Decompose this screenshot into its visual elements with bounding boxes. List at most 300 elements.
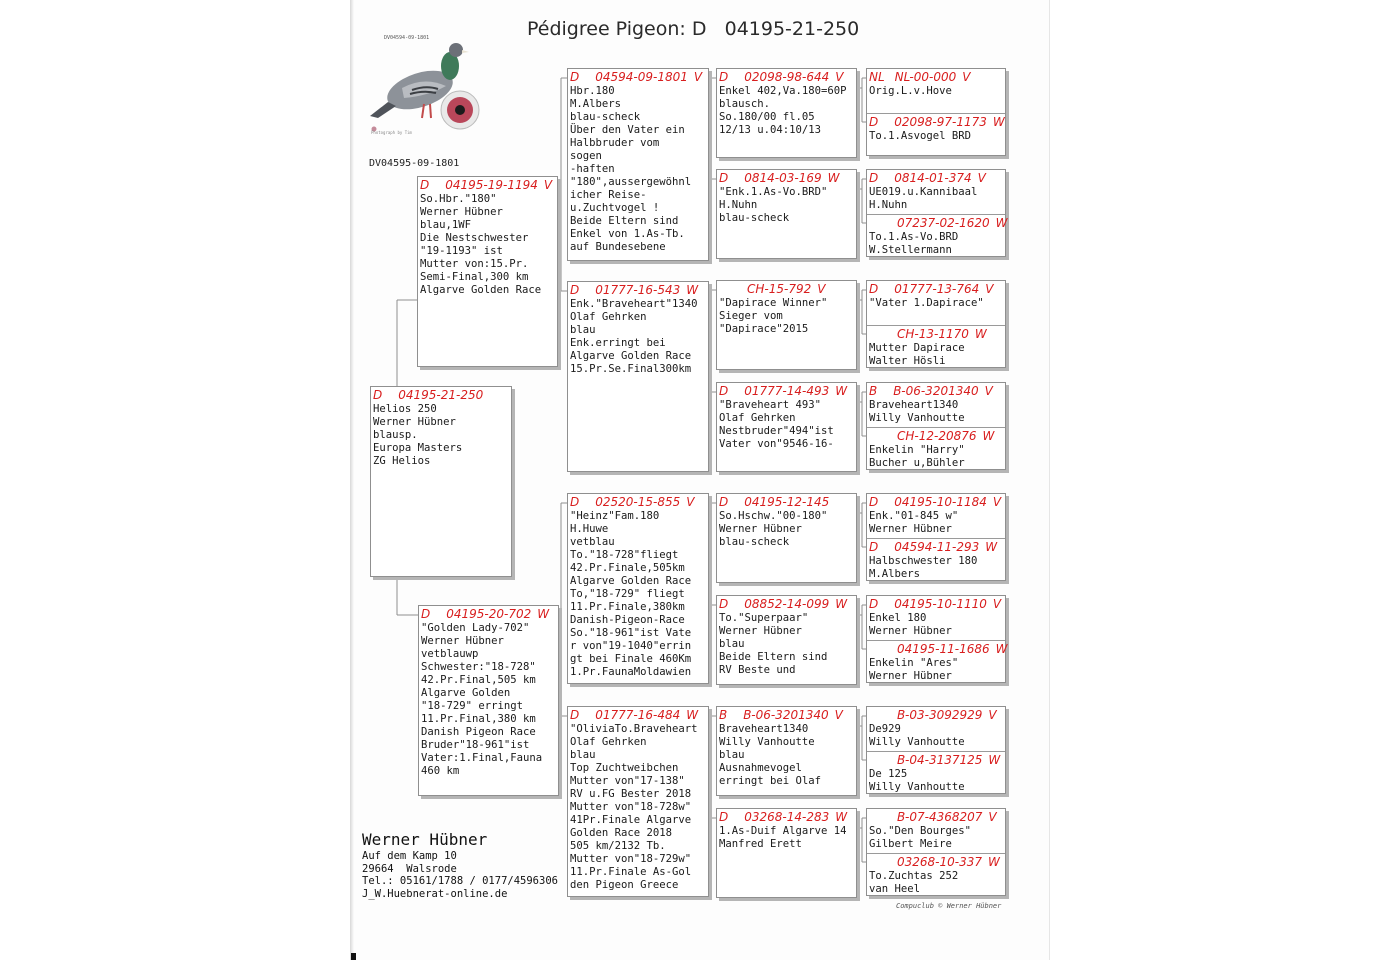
ring-number: 04195-19-1194 <box>445 178 538 192</box>
ring-number: 04594-11-293 <box>894 540 980 554</box>
pedigree-card-granddam-paternal <box>567 281 709 472</box>
note-line: ZG Helios <box>373 455 431 467</box>
sex-marker: V <box>543 178 553 192</box>
note-line: Mutter von"18-729w" <box>570 853 692 865</box>
photo-caption: DV04594-09-1801 <box>384 35 430 41</box>
note-line: Werner Hübner <box>719 523 802 535</box>
note-line: Beide Eltern sind <box>719 651 828 663</box>
sex-marker: W <box>982 429 995 443</box>
card-section <box>717 383 856 473</box>
note-line: 42.Pr.Final,505 km <box>421 674 536 686</box>
ring-number: 03268-10-337 <box>897 855 983 869</box>
country-code: D <box>719 810 729 824</box>
ring-number: 02098-98-644 <box>744 70 830 84</box>
note-line: Sieger vom <box>719 310 783 322</box>
note-line: H.Huwe <box>570 523 609 535</box>
ring-number: 01777-13-764 <box>894 282 980 296</box>
note-line: Beide Eltern sind <box>570 215 679 227</box>
note-line: 12/13 u.04:10/13 <box>719 124 822 136</box>
note-line: De929 <box>869 723 901 735</box>
dam-section <box>867 640 1008 684</box>
sex-marker: V <box>988 810 997 824</box>
country-code: D <box>373 388 383 402</box>
note-line: Mutter von"18-728w" <box>570 801 692 813</box>
country-code: D <box>869 282 879 296</box>
ring-number: 04195-20-702 <box>446 607 532 621</box>
country-code: D <box>421 607 431 621</box>
note-line: Hbr.180 <box>570 85 615 97</box>
note-line: RV u.FG Bester 2018 <box>570 788 692 800</box>
pigeon-leg-2 <box>430 104 431 118</box>
sex-marker: W <box>537 607 550 621</box>
ring-number: 0814-03-169 <box>744 171 822 185</box>
sire-section <box>867 596 1005 640</box>
pedigree-card-gen4-2 <box>866 169 1006 257</box>
country-code: D <box>869 597 879 611</box>
note-line: Werner Hübner <box>421 635 504 647</box>
country-code: D <box>719 597 729 611</box>
ring-header <box>421 606 556 622</box>
pigeon-head <box>449 43 463 57</box>
note-line: De 125 <box>869 768 908 780</box>
note-line: Manfred Erett <box>719 838 802 850</box>
dam-section <box>867 751 1005 795</box>
pedigree-card-gen3-7 <box>716 706 857 796</box>
note-line: 42.Pr.Finale,505km <box>570 562 685 574</box>
ring-number: CH-15-792 <box>747 282 812 296</box>
note-line: blau-scheck <box>719 536 790 548</box>
note-line: Gilbert Meire <box>869 838 952 850</box>
sire-section <box>867 494 1005 538</box>
note-line: To.1.As-Vo.BRD <box>869 231 959 243</box>
note-line: sogen <box>570 150 602 162</box>
sex-marker: V <box>817 282 826 296</box>
ring-number: 01777-16-484 <box>595 708 681 722</box>
note-line: Mutter Dapirace <box>869 342 965 354</box>
sex-marker: W <box>835 384 848 398</box>
country-code: D <box>570 283 580 297</box>
note-line: H.Nuhn <box>869 199 908 211</box>
note-line: Vater von"9546-16- <box>719 438 834 450</box>
ring-number: 04594-09-1801 <box>595 70 688 84</box>
note-line: Algarve Golden Race <box>570 575 692 587</box>
card-section <box>717 494 856 584</box>
pedigree-card-gen4-3 <box>866 280 1006 368</box>
note-line: "180",aussergewöhnl <box>570 176 692 188</box>
note-line: Mutter von"17-138" <box>570 775 685 787</box>
ring-header <box>869 752 1003 768</box>
ring-number: B-06-3201340 <box>893 384 979 398</box>
note-line: Über den Vater ein <box>570 124 685 136</box>
ring-header <box>570 707 706 723</box>
note-line: 41Pr.Finale Algarve <box>570 814 692 826</box>
dam-section <box>867 427 1005 471</box>
sire-section <box>867 69 1005 113</box>
ring-number: 04195-10-1184 <box>894 495 987 509</box>
owner-address-block <box>362 830 558 900</box>
note-line: Walter Hösli <box>869 355 946 367</box>
note-line: RV Beste und <box>719 664 796 676</box>
note-line: 11.Pr.Final,380 km <box>421 713 536 725</box>
eye-pupil <box>455 105 465 115</box>
owner-city: 29664 Walsrode <box>362 862 457 875</box>
note-line: So."Den Bourges" <box>869 825 972 837</box>
note-line: auf Bundesebene <box>570 241 666 253</box>
note-line: blausch. <box>719 98 771 110</box>
sire-section <box>867 809 1005 853</box>
sex-marker: W <box>827 171 840 185</box>
ring-number: 03268-14-283 <box>744 810 830 824</box>
note-line: "Enk.1.As-Vo.BRD" <box>719 186 828 198</box>
sex-marker: V <box>985 282 994 296</box>
ring-header <box>869 281 1003 297</box>
sex-marker: V <box>984 384 993 398</box>
ring-header <box>719 494 854 510</box>
sex-marker: V <box>962 70 971 84</box>
note-line: Halbschwester 180 <box>869 555 978 567</box>
note-line: blau <box>570 324 596 336</box>
card-section <box>371 387 511 578</box>
country-code: NL <box>869 70 885 84</box>
owner-name: Werner Hübner <box>362 830 488 849</box>
note-line: Bucher u,Bühler <box>869 457 965 469</box>
note-line: Algarve Golden Race <box>570 350 692 362</box>
ring-number: 07237-02-1620 <box>897 216 990 230</box>
note-line: u.Zuchtvogel ! <box>570 202 660 214</box>
note-line: den Pigeon Greece <box>570 879 679 891</box>
dam-section <box>867 325 1005 369</box>
dam-section <box>867 538 1005 582</box>
ring-number: 04195-12-145 <box>744 495 830 509</box>
note-line: Europa Masters <box>373 442 463 454</box>
ring-number: 02520-15-855 <box>595 495 681 509</box>
sire-section <box>867 281 1005 325</box>
pedigree-card-subject <box>370 386 512 577</box>
ring-header <box>869 428 1003 444</box>
note-line: "Golden Lady-702" <box>421 622 530 634</box>
ring-number: B-06-3201340 <box>743 708 829 722</box>
sex-marker: W <box>686 708 699 722</box>
note-line: Werner Hübner <box>869 523 952 535</box>
note-line: Werner Hübner <box>869 670 952 682</box>
ring-header <box>570 282 706 298</box>
note-line: So.Hschw."00-180" <box>719 510 828 522</box>
pedigree-card-gen4-4 <box>866 382 1006 470</box>
country-code: D <box>570 495 580 509</box>
note-line: Enkel 180 <box>869 612 927 624</box>
note-line: Top Zuchtweibchen <box>570 762 679 774</box>
ring-header <box>869 170 1003 186</box>
ring-header <box>869 809 1003 825</box>
note-line: To.1.Asvogel BRD <box>869 130 972 142</box>
note-line: Semi-Final,300 km <box>420 271 529 283</box>
note-line: Schwester:"18-728" <box>421 661 536 673</box>
pedigree-card-dam <box>418 605 559 796</box>
country-code: D <box>869 115 879 129</box>
scan-edge-mark <box>351 953 356 960</box>
sex-marker: W <box>835 810 848 824</box>
sex-marker: V <box>977 171 986 185</box>
note-line: "OliviaTo.Braveheart <box>570 723 698 735</box>
ring-header <box>869 596 1003 612</box>
ring-header <box>420 177 555 193</box>
note-line: Danish-Pigeon-Race <box>570 614 685 626</box>
sex-marker: W <box>995 216 1008 230</box>
sex-marker: W <box>988 753 1001 767</box>
photo-credit: Photograph by Tim <box>371 130 412 135</box>
ring-header <box>869 539 1003 555</box>
ring-number: B-04-3137125 <box>897 753 983 767</box>
note-line: Vater:1.Final,Fauna <box>421 752 543 764</box>
ring-header <box>719 596 854 612</box>
note-line: UE019.u.Kannibaal <box>869 186 978 198</box>
card-section <box>568 282 708 473</box>
note-line: Enkelin "Harry" <box>869 444 965 456</box>
country-code: D <box>719 171 729 185</box>
note-line: Die Nestschwester <box>420 232 529 244</box>
pedigree-card-gen4-6 <box>866 595 1006 683</box>
ring-header <box>869 707 1003 723</box>
note-line: Algarve Golden <box>421 687 511 699</box>
country-code: B <box>869 384 878 398</box>
note-line: Helios 250 <box>373 403 437 415</box>
note-line: Werner Hübner <box>719 625 802 637</box>
note-line: "Braveheart 493" <box>719 399 822 411</box>
dam-section <box>867 214 1008 258</box>
ring-number: 01777-16-543 <box>595 283 681 297</box>
ring-header <box>869 641 1008 657</box>
ring-number: 04195-21-250 <box>398 388 484 402</box>
sex-marker: W <box>985 540 998 554</box>
ring-number: B-03-3092929 <box>897 708 983 722</box>
note-line: 1.As-Duif Algarve 14 <box>719 825 847 837</box>
note-line: Enk.erringt bei <box>570 337 666 349</box>
country-code: D <box>719 495 729 509</box>
note-line: Willy Vanhoutte <box>719 736 815 748</box>
pigeon-tail <box>370 102 396 118</box>
note-line: 1.Pr.FaunaMoldawien <box>570 666 692 678</box>
note-line: "Heinz"Fam.180 <box>570 510 660 522</box>
note-line: Olaf Gehrken <box>570 311 647 323</box>
pedigree-card-gen4-8 <box>866 808 1006 896</box>
sex-marker: V <box>686 495 695 509</box>
note-line: vetblau <box>570 536 615 548</box>
note-line: H.Nuhn <box>719 199 758 211</box>
ring-header <box>869 854 1003 870</box>
sheet-edge-shadow <box>350 0 354 960</box>
note-line: blau-scheck <box>719 212 790 224</box>
sex-marker: V <box>693 70 703 84</box>
sex-marker: W <box>835 597 848 611</box>
ring-header <box>719 383 854 399</box>
note-line: W.Stellermann <box>869 244 952 256</box>
note-line: Enk."Braveheart"1340 <box>570 298 698 310</box>
pedigree-card-gen3-8 <box>716 808 857 898</box>
pedigree-card-sire <box>417 176 558 367</box>
note-line: To."Superpaar" <box>719 612 809 624</box>
card-section <box>717 707 856 797</box>
note-line: 11.Pr.Finale As-Gol <box>570 866 692 878</box>
note-line: Ausnahmevogel <box>719 762 802 774</box>
ring-number: CH-12-20876 <box>897 429 977 443</box>
ring-number: B-07-4368207 <box>897 810 983 824</box>
ring-header <box>719 69 854 85</box>
note-line: blau,1WF <box>420 219 472 231</box>
note-line: To.Zuchtas 252 <box>869 870 959 882</box>
note-line: "Vater 1.Dapirace" <box>869 297 984 309</box>
sex-marker: W <box>988 855 1000 869</box>
ring-header <box>869 326 1003 342</box>
note-line: 15.Pr.Se.Final300km <box>570 363 692 375</box>
note-line: icher Reise- <box>570 189 647 201</box>
ring-header <box>869 114 1003 130</box>
note-line: Werner Hübner <box>420 206 503 218</box>
card-section <box>568 707 708 898</box>
sex-marker: V <box>835 70 844 84</box>
country-code: D <box>719 70 729 84</box>
pigeon-beak <box>462 50 469 53</box>
pigeon-photo <box>368 32 478 132</box>
note-line: -haften <box>570 163 615 175</box>
card-section <box>717 596 856 686</box>
note-line: Werner Hübner <box>373 416 456 428</box>
ring-number: 02098-97-1173 <box>894 115 987 129</box>
sire-section <box>867 707 1005 751</box>
note-line: Werner Hübner <box>869 625 952 637</box>
note-line: So.180/00 fl.05 <box>719 111 815 123</box>
sex-marker: V <box>988 708 997 722</box>
note-line: Willy Vanhoutte <box>869 781 965 793</box>
country-code: D <box>869 495 879 509</box>
note-line: vetblauwp <box>421 648 479 660</box>
ring-header <box>869 69 1003 85</box>
note-line: Olaf Gehrken <box>570 736 647 748</box>
note-line: Mutter von:15.Pr. <box>420 258 529 270</box>
note-line: erringt bei Olaf <box>719 775 822 787</box>
ring-header <box>719 281 854 297</box>
pedigree-card-gen4-7 <box>866 706 1006 794</box>
pedigree-card-gen3-4 <box>716 382 857 472</box>
pedigree-card-gen4-5 <box>866 493 1006 581</box>
country-code: D <box>869 171 879 185</box>
pedigree-card-grandsire-maternal <box>567 493 709 684</box>
ring-header <box>719 170 854 186</box>
note-line: To."18-728"fliegt <box>570 549 679 561</box>
ring-header <box>373 387 509 403</box>
sire-section <box>867 170 1005 214</box>
note-line: Braveheart1340 <box>869 399 959 411</box>
note-line: 505 km/2132 Tb. <box>570 840 666 852</box>
sex-marker: W <box>974 327 987 341</box>
note-line: gt bei Finale 460Km <box>570 653 692 665</box>
card-section <box>419 606 558 797</box>
note-line: Algarve Golden Race <box>420 284 542 296</box>
note-line: blausp. <box>373 429 418 441</box>
note-line: So.Hbr."180" <box>420 193 497 205</box>
note-line: "18-729" erringt <box>421 700 524 712</box>
note-line: Willy Vanhoutte <box>869 412 965 424</box>
ring-number: CH-13-1170 <box>897 327 969 341</box>
country-code: B <box>719 708 728 722</box>
dam-section <box>867 113 1005 157</box>
note-line: 11.Pr.Finale,380km <box>570 601 685 613</box>
card-section <box>717 170 856 260</box>
note-line: Bruder"18-961"ist <box>421 739 530 751</box>
note-line: Enkel von 1.As-Tb. <box>570 228 685 240</box>
card-section <box>418 177 557 368</box>
sex-marker: W <box>686 283 699 297</box>
dam-section <box>867 853 1005 897</box>
country-code: D <box>869 540 879 554</box>
ring-number: 04195-11-1686 <box>897 642 990 656</box>
card-section <box>568 494 708 685</box>
pedigree-card-gen3-3 <box>716 280 857 370</box>
card-section <box>717 809 856 899</box>
software-credit: Compuclub © Werner Hübner <box>896 902 1002 910</box>
note-line: Willy Vanhoutte <box>869 736 965 748</box>
note-line: To,"18-729" fliegt <box>570 588 685 600</box>
note-line: 460 km <box>421 765 460 777</box>
sex-marker: V <box>834 708 843 722</box>
note-line: blau-scheck <box>570 111 641 123</box>
note-line: Enk."01-845 w" <box>869 510 959 522</box>
note-line: Enkelin "Ares" <box>869 657 959 669</box>
pedigree-card-gen3-6 <box>716 595 857 685</box>
note-line: Enkel 402,Va.180=60P <box>719 85 847 97</box>
ring-header <box>869 383 1003 399</box>
ring-number: 0814-01-374 <box>894 171 972 185</box>
note-line: "Dapirace Winner" <box>719 297 828 309</box>
pedigree-card-gen3-5 <box>716 493 857 583</box>
sex-marker: V <box>992 597 1002 611</box>
sex-marker: W <box>995 642 1008 656</box>
note-line: Nestbruder"494"ist <box>719 425 834 437</box>
owner-email: J_W.Huebnerat-online.de <box>362 887 508 900</box>
note-line: Halbbruder vom <box>570 137 660 149</box>
ring-header <box>570 69 706 85</box>
sire-section <box>867 383 1005 427</box>
pedigree-card-gen4-1 <box>866 68 1006 156</box>
card-section <box>568 69 708 262</box>
owner-street: Auf dem Kamp 10 <box>362 850 457 862</box>
note-line: So."18-961"ist Vate <box>570 627 692 639</box>
note-line: blau <box>570 749 596 761</box>
pedigree-card-grandsire-paternal <box>567 68 709 261</box>
ring-header <box>719 707 854 723</box>
pedigree-card-gen3-2 <box>716 169 857 259</box>
ring-number: 08852-14-099 <box>744 597 830 611</box>
note-line: van Heel <box>869 883 921 895</box>
note-line: Danish Pigeon Race <box>421 726 536 738</box>
note-line: r von"19-1040"errin <box>570 640 692 652</box>
country-code: D <box>570 708 580 722</box>
ring-header <box>570 494 706 510</box>
country-code: D <box>719 384 729 398</box>
ring-header <box>869 494 1003 510</box>
ring-number: NL-00-000 <box>894 70 957 84</box>
note-line: blau <box>719 638 745 650</box>
sex-marker: V <box>992 495 1002 509</box>
ring-number: 04195-10-1110 <box>894 597 987 611</box>
note-line: M.Albers <box>869 568 921 580</box>
note-line: "19-1193" ist <box>420 245 503 257</box>
card-section <box>717 281 856 371</box>
note-line: Olaf Gehrken <box>719 412 796 424</box>
ring-number: 01777-14-493 <box>744 384 830 398</box>
photo-ring-label: DV04595-09-1801 <box>369 158 460 169</box>
pedigree-card-granddam-maternal <box>567 706 709 897</box>
note-line: M.Albers <box>570 98 622 110</box>
